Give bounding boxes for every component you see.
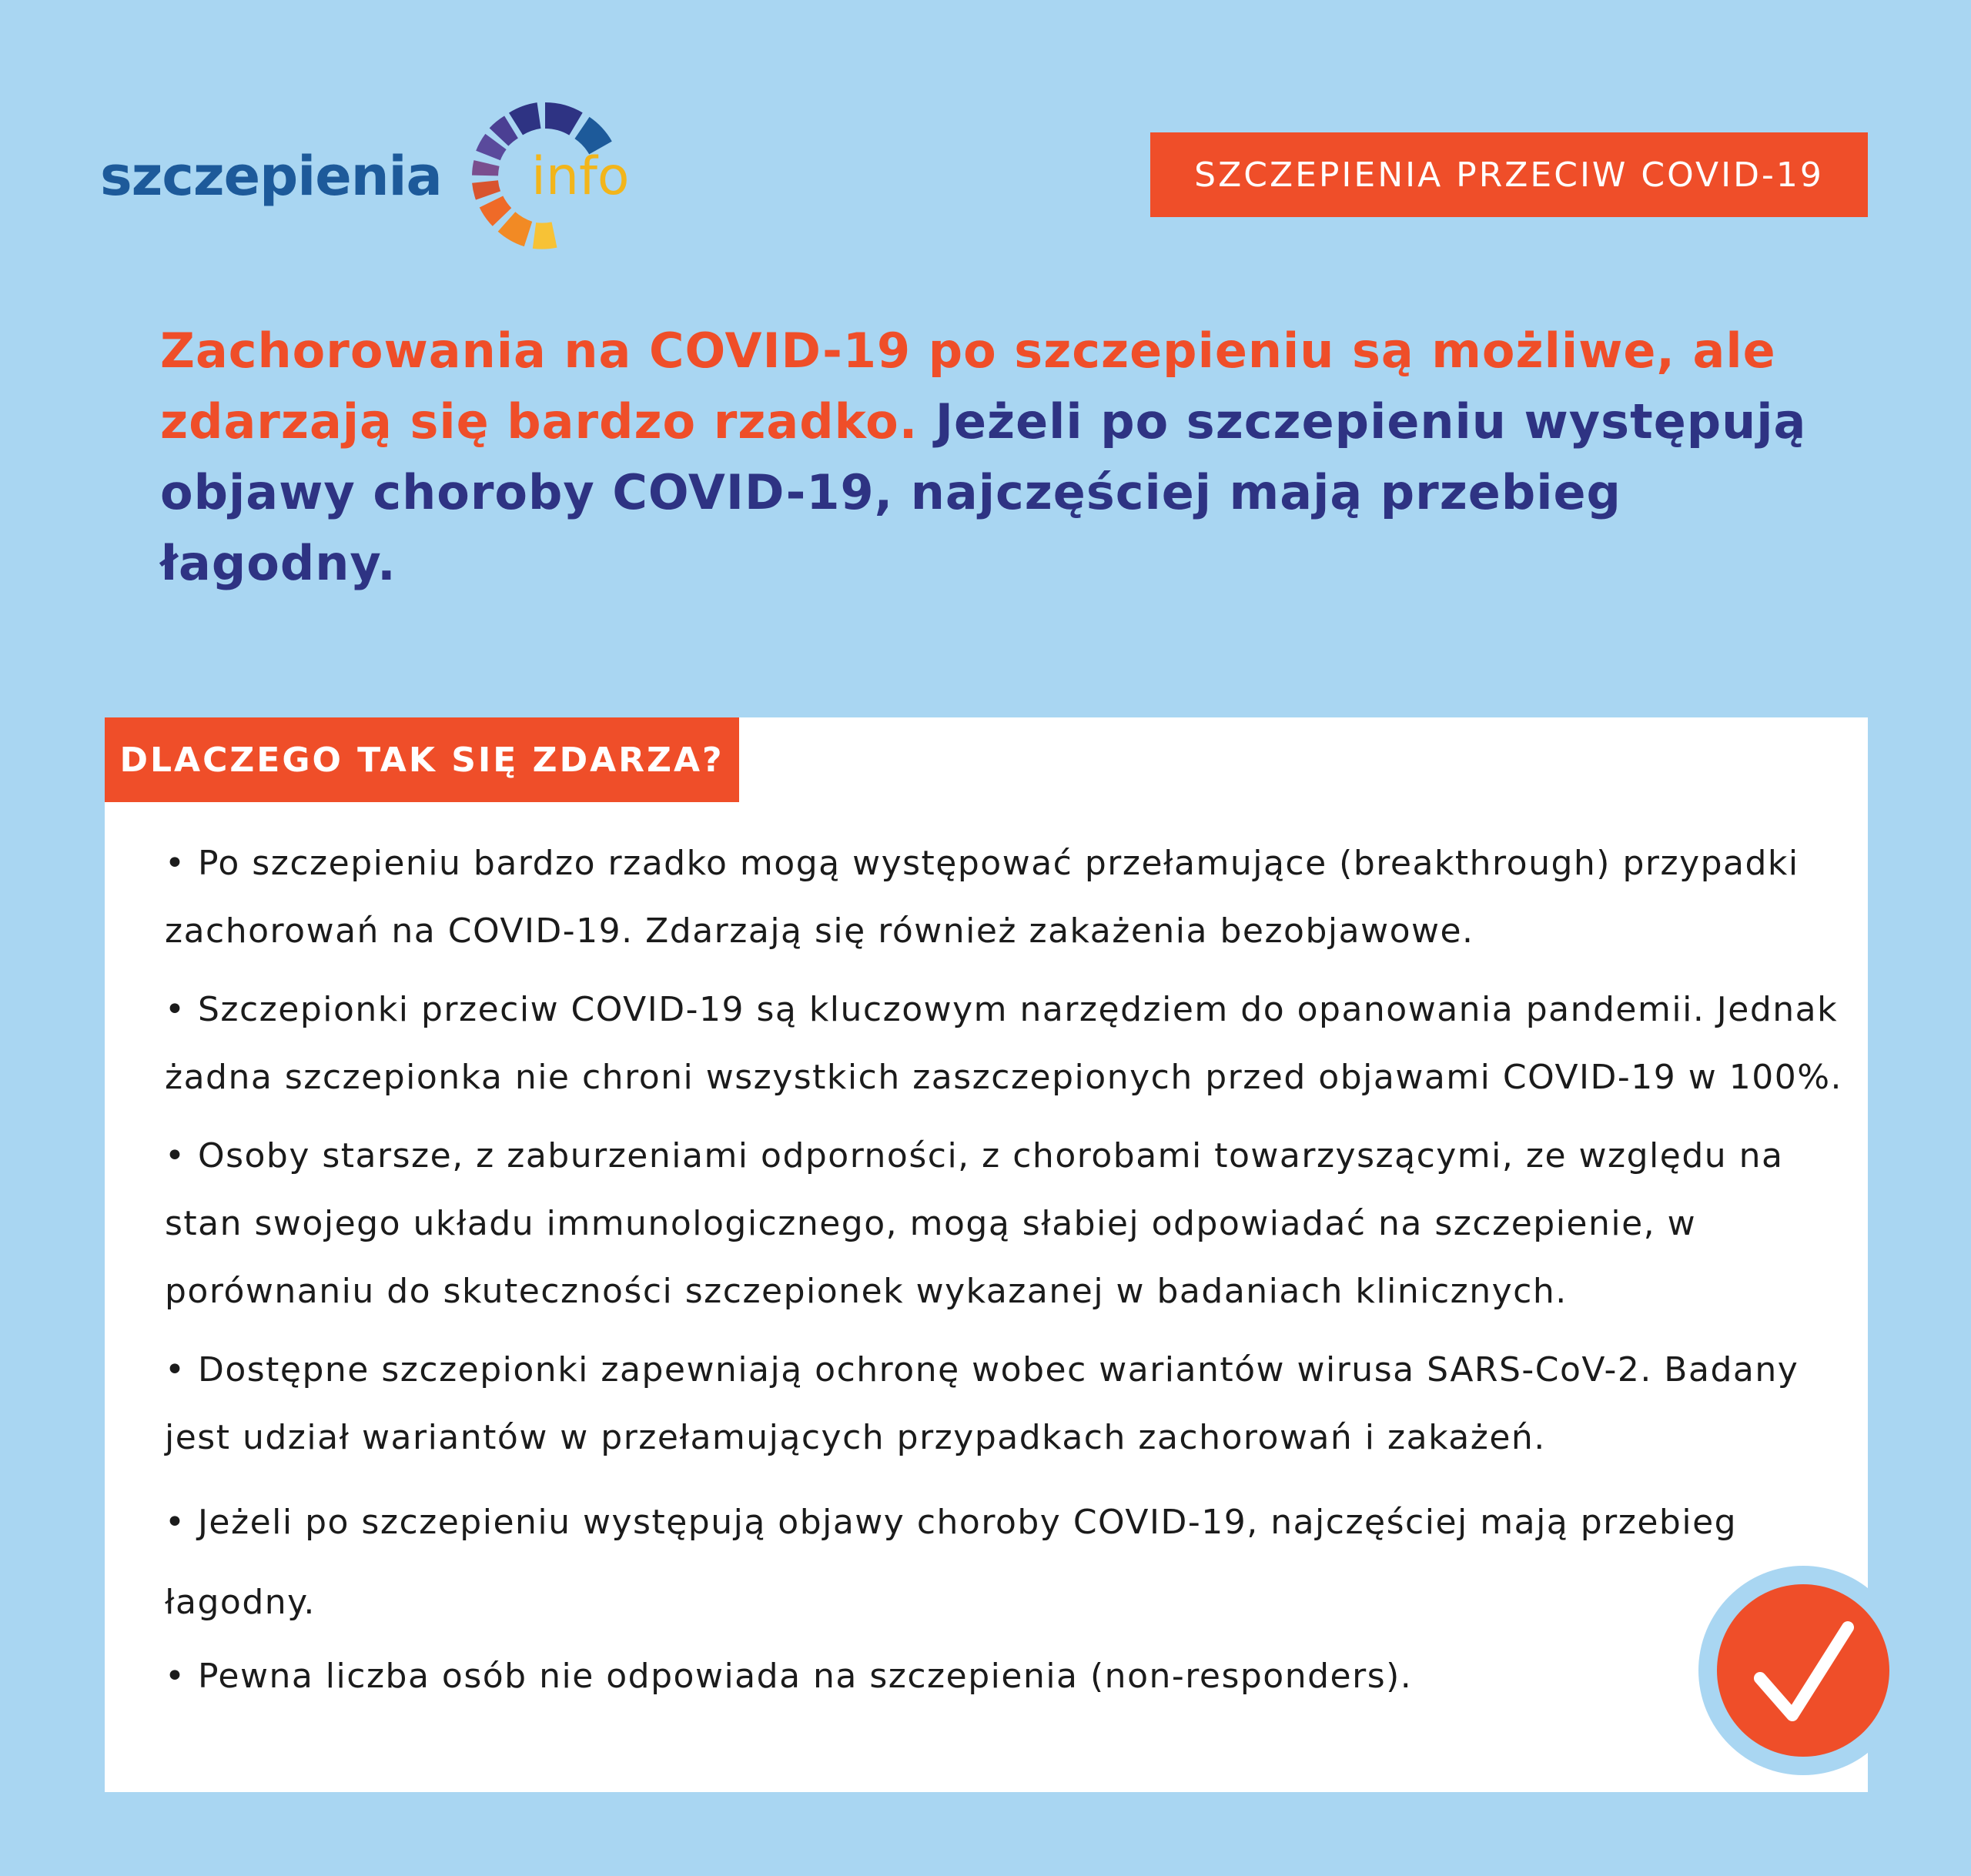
checkmark-icon [1695,1563,1911,1778]
logo-word-main: szczepienia [100,145,442,208]
topic-badge: SZCZEPIENIA PRZECIW COVID-19 [1150,132,1868,217]
site-logo[interactable] [100,99,670,252]
list-item: • Osoby starsze, z zaburzeniami odporności, z chorobami towarzyszącymi, ze względu na stan swojego układu immunologicznego, mogą słabiej odpowiadać na szczepienie, w porównaniu do skuteczności szczepionek wykazanej w badaniach klinicznych. [165,1136,1784,1311]
list-item: • Pewna liczba osób nie odpowiada na szczepienia (non-responders). [165,1657,1413,1696]
list-item: • Po szczepieniu bardzo rzadko mogą występować przełamujące (breakthrough) przypadki zachorowań na COVID-19. Zdarzają się również zakażenia bezobjawowe. [165,844,1799,951]
list-item: • Szczepionki przeciw COVID-19 są kluczowym narzędziem do opanowania pandemii. Jednak żadna szczepionka nie chroni wszystkich zaszczepionych przed objawami COVID-19 w 100%. [165,990,1842,1097]
list-item: • Dostępne szczepionki zapewniają ochronę wobec wariantów wirusa SARS-CoV-2. Badany jest udział wariantów w przełamujących przypadkach zachorowań i zakażeń. [165,1350,1799,1457]
bullet-list [165,830,1843,1721]
headline-highlight: Zachorowania na COVID-19 po szczepieniu są możliwe, ale zdarzają się bardzo rzadko. [160,323,1776,450]
headline-text: Jeżeli po szczepieniu występują objawy choroby COVID-19, najczęściej mają przebieg łagodny. [160,393,1807,591]
logo-word-accent: info [531,146,630,207]
list-item: • Jeżeli po szczepieniu występują objawy choroby COVID-19, najczęściej mają przebieg łagodny. [165,1503,1738,1622]
headline [160,316,1823,599]
card-heading: DLACZEGO TAK SIĘ ZDARZA? [105,717,739,802]
